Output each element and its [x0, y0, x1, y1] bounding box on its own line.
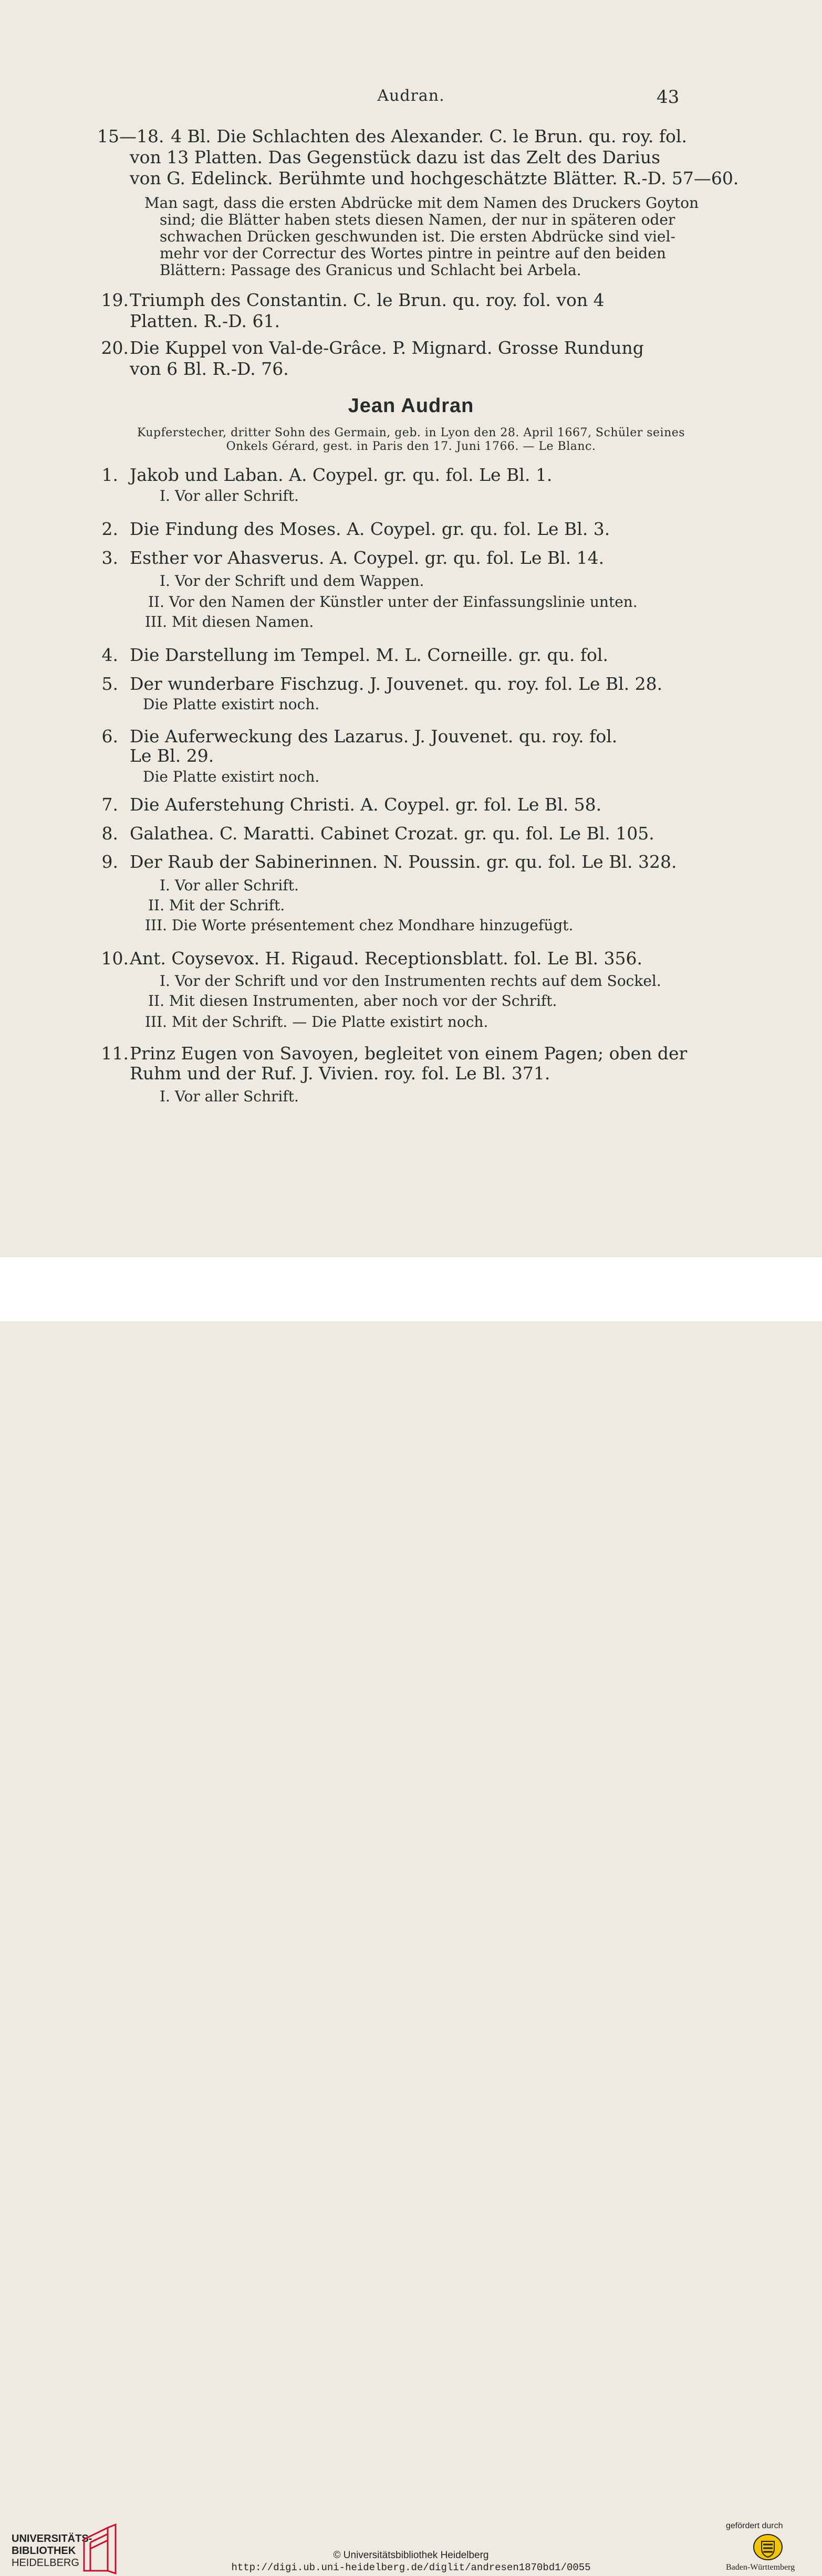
biography-line: Kupferstecher, dritter Sohn des Germain, geb. in Lyon den 28. April 1667, Schüler seines [137, 426, 685, 439]
entry-number: 2. [101, 519, 118, 539]
state-line: II. Mit der Schrift. [148, 897, 285, 914]
entry-line: Die Auferstehung Christi. A. Coypel. gr. fol. Le Bl. 58. [130, 794, 602, 815]
state-coat-of-arms-icon [752, 2533, 784, 2561]
state-line: I. Vor der Schrift und vor den Instrumenten rechts auf dem Sockel. [160, 972, 661, 990]
copyright-notice: © Universitätsbibliothek Heidelberg [333, 2550, 489, 2561]
entry-line: Die Kuppel von Val-de-Grâce. P. Mignard. Grosse Rundung [130, 338, 644, 358]
entry-number: 15—18. [97, 126, 164, 146]
note-line: Die Platte existirt noch. [143, 768, 320, 785]
entry-line: Galathea. C. Maratti. Cabinet Crozat. gr. qu. fol. Le Bl. 105. [130, 823, 654, 844]
state-line: II. Mit diesen Instrumenten, aber noch vor der Schrift. [148, 992, 557, 1010]
entry-line: Jakob und Laban. A. Coypel. gr. qu. fol. Le Bl. 1. [130, 465, 553, 485]
state-line: I. Vor aller Schrift. [160, 877, 299, 894]
footer [0, 1257, 822, 2573]
logo-line: BIBLIOTHEK [12, 2545, 76, 2557]
entry-number: 20. [101, 338, 129, 358]
entry-number: 5. [101, 674, 118, 694]
entry-line: Prinz Eugen von Savoyen, begleitet von einem Pagen; oben der [130, 1043, 688, 1064]
entry-line: Der wunderbare Fischzug. J. Jouvenet. qu. roy. fol. Le Bl. 28. [130, 674, 663, 694]
permalink-url[interactable]: http://digi.ub.uni-heidelberg.de/diglit/andresen1870bd1/0055 [231, 2562, 591, 2573]
entry-line: Triumph des Constantin. C. le Brun. qu. roy. fol. von 4 [130, 290, 605, 310]
entry-number: 1. [101, 465, 118, 485]
logo-line: UNIVERSITÄTS- [12, 2533, 92, 2545]
note-line: Man sagt, dass die ersten Abdrücke mit dem Namen des Druckers Goyton [144, 194, 699, 212]
entry-line: Esther vor Ahasverus. A. Coypel. gr. qu. fol. Le Bl. 14. [130, 548, 605, 568]
entry-line: Le Bl. 29. [130, 745, 214, 766]
sponsor-label: gefördert durch [726, 2521, 783, 2530]
entry-line: Platten. R.-D. 61. [130, 311, 280, 331]
note-line: Die Platte existirt noch. [143, 696, 320, 713]
biography-line: Onkels Gérard, gest. in Paris den 17. Juni 1766. — Le Blanc. [226, 440, 596, 453]
entry-line: von 6 Bl. R.-D. 76. [130, 359, 289, 379]
entry-line: Ruhm und der Ruf. J. Vivien. roy. fol. Le Bl. 371. [130, 1063, 550, 1084]
entry-line: Der Raub der Sabinerinnen. N. Poussin. gr. qu. fol. Le Bl. 328. [130, 851, 677, 872]
entry-number: 3. [101, 548, 118, 568]
entry-line: Ant. Coysevox. H. Rigaud. Receptionsblatt. fol. Le Bl. 356. [130, 948, 643, 969]
state-line: III. Mit der Schrift. — Die Platte existirt noch. [145, 1013, 488, 1031]
entry-number: 7. [101, 794, 118, 815]
entry-line: Die Findung des Moses. A. Coypel. gr. qu. fol. Le Bl. 3. [130, 519, 610, 539]
scanned-page [0, 0, 822, 1257]
entry-number: 4. [101, 645, 118, 665]
entry-number: 9. [101, 851, 118, 872]
note-line: mehr vor der Correctur des Wortes pintre in peintre auf den beiden [160, 245, 666, 262]
sponsor-name: Baden-Württemberg [726, 2563, 795, 2572]
logo-line: HEIDELBERG [12, 2557, 79, 2569]
entry-line: von G. Edelinck. Berühmte und hochgeschätzte Blätter. R.-D. 57—60. [130, 168, 739, 188]
note-line: schwachen Drücken geschwunden ist. Die ersten Abdrücke sind viel- [160, 228, 675, 245]
entry-line: Die Auferweckung des Lazarus. J. Jouvenet. qu. roy. fol. [130, 726, 618, 746]
note-line: sind; die Blätter haben stets diesen Namen, der nur in späteren oder [160, 211, 675, 228]
entry-number: 8. [101, 823, 118, 844]
entry-line: Die Darstellung im Tempel. M. L. Corneille. gr. qu. fol. [130, 645, 608, 665]
entry-number: 10. [101, 948, 129, 969]
state-line: I. Vor aller Schrift. [160, 487, 299, 504]
note-line: Blättern: Passage des Granicus und Schlacht bei Arbela. [160, 261, 581, 279]
entry-line: von 13 Platten. Das Gegenstück dazu ist das Zelt des Darius [130, 147, 661, 167]
section-heading: Jean Audran [348, 395, 474, 417]
running-header-title: Audran. [377, 87, 445, 105]
page-number: 43 [657, 87, 680, 108]
entry-number: 11. [101, 1043, 129, 1064]
entry-line: 4 Bl. Die Schlachten des Alexander. C. le Brun. qu. roy. fol. [171, 126, 687, 146]
state-line: I. Vor der Schrift und dem Wappen. [160, 572, 424, 590]
state-line: I. Vor aller Schrift. [160, 1088, 299, 1105]
entry-number: 6. [101, 726, 118, 746]
state-line: II. Vor den Namen der Künstler unter der Einfassungslinie unten. [148, 593, 638, 611]
state-line: III. Mit diesen Namen. [145, 613, 314, 630]
state-line: III. Die Worte présentement chez Mondhare hinzugefügt. [145, 917, 574, 934]
entry-number: 19. [101, 290, 129, 310]
